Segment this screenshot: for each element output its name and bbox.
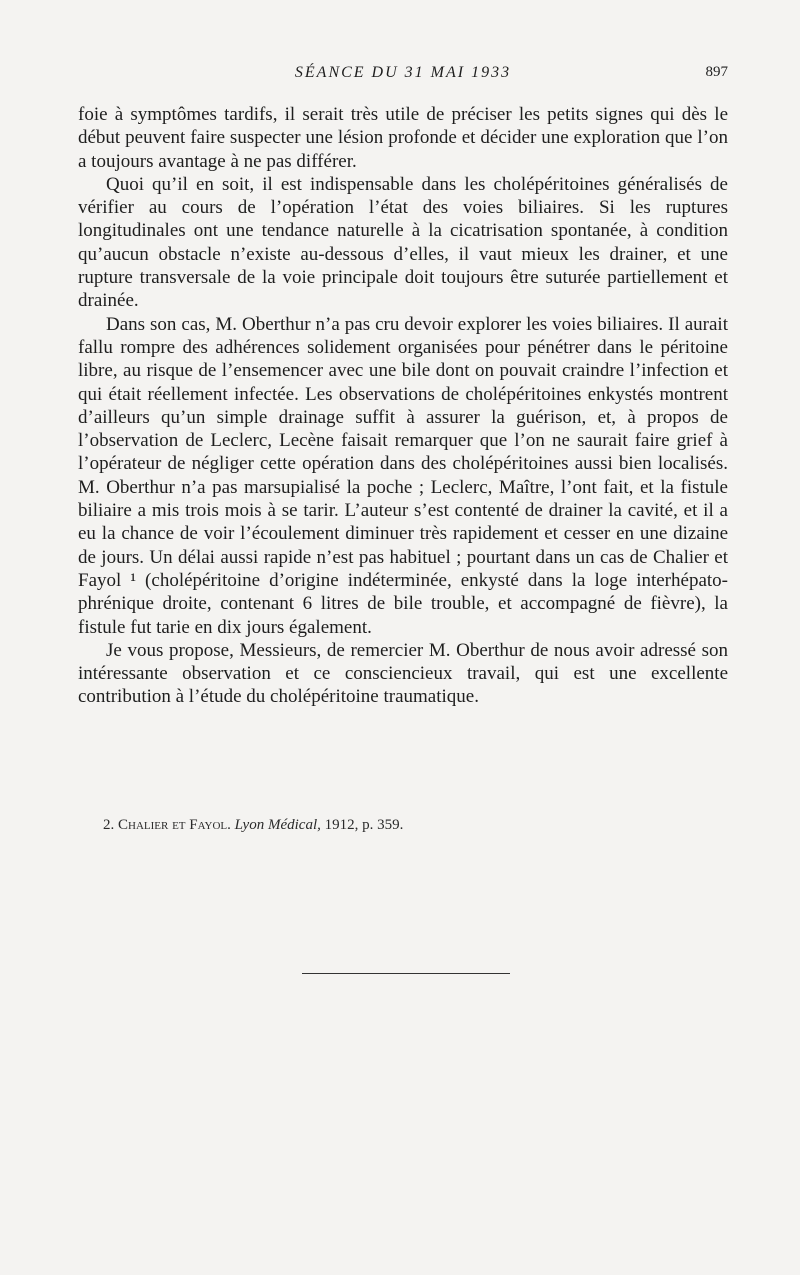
- paragraph: Quoi qu’il en soit, il est indispensable dans les cholépéritoines généralisés de vérifier au cours de l’opération l’état des voies biliaires. Si les ruptures longitudinales ont une tendance naturelle à la cicatrisation spontanée, à condition qu’aucun obstacle n’existe au-dessous d’elles, il vaut mieux les drainer, et une rupture transversale de la voie principale doit toujours être suturée partiellement et drainée.: [78, 173, 728, 312]
- paragraph-continued: foie à symptômes tardifs, il serait très utile de préciser les petits signes qui dès le début peuvent faire suspecter une lésion profonde et décider une exploration que l’on a toujours avantage à ne pas différer.: [78, 104, 728, 172]
- page-number: 897: [705, 64, 728, 80]
- body-text: [78, 103, 728, 709]
- footnote: [103, 817, 403, 834]
- section-end-rule: [302, 973, 510, 974]
- running-title: SÉANCE DU 31 MAI 1933: [294, 64, 512, 81]
- footnote-details: 1912, p. 359.: [324, 817, 404, 833]
- footnote-number: 2.: [103, 817, 115, 833]
- footnote-authors: Chalier et Fayol.: [118, 817, 231, 833]
- paragraph: Dans son cas, M. Oberthur n’a pas cru devoir explorer les voies biliaires. Il aurait fallu rompre des adhérences solidement organisées pour pénétrer dans le péritoine libre, au risque de l’ensemencer avec une bile dont on pouvait craindre l’infection et qui était réellement infectée. Les observations de cholépéritoines enkystés montrent d’ailleurs qu’un simple drainage suffit à assurer la guérison, et, à propos de l’observation de Leclerc, Lecène faisait remarquer que l’on ne saurait faire grief à l’opérateur de négliger cette opération dans des cholépéritoines aussi bien localisés. M. Oberthur n’a pas marsupialisé la poche ; Leclerc, Maître, l’ont fait, et la fistule biliaire a mis trois mois à se tarir. L’auteur s’est contenté de drainer la cavité, et il a eu la chance de voir l’écoulement diminuer très rapidement et cesser en une dizaine de jours. Un délai aussi rapide n’est pas habituel ; pourtant dans un cas de Chalier et Fayol ¹ (cholépéritoine d’origine indéterminée, enkysté dans la loge interhépato-phrénique droite, contenant 6 litres de bile trouble, et accompagné de fièvre), la fistule fut tarie en dix jours également.: [78, 313, 728, 638]
- footnote-journal: Lyon Médical,: [234, 817, 321, 833]
- running-header: [78, 64, 728, 86]
- paragraph: Je vous propose, Messieurs, de remercier M. Oberthur de nous avoir adressé son intéressante observation et ce consciencieux travail, qui est une excellente contribution à l’étude du cholépéritoine traumatique.: [78, 639, 728, 708]
